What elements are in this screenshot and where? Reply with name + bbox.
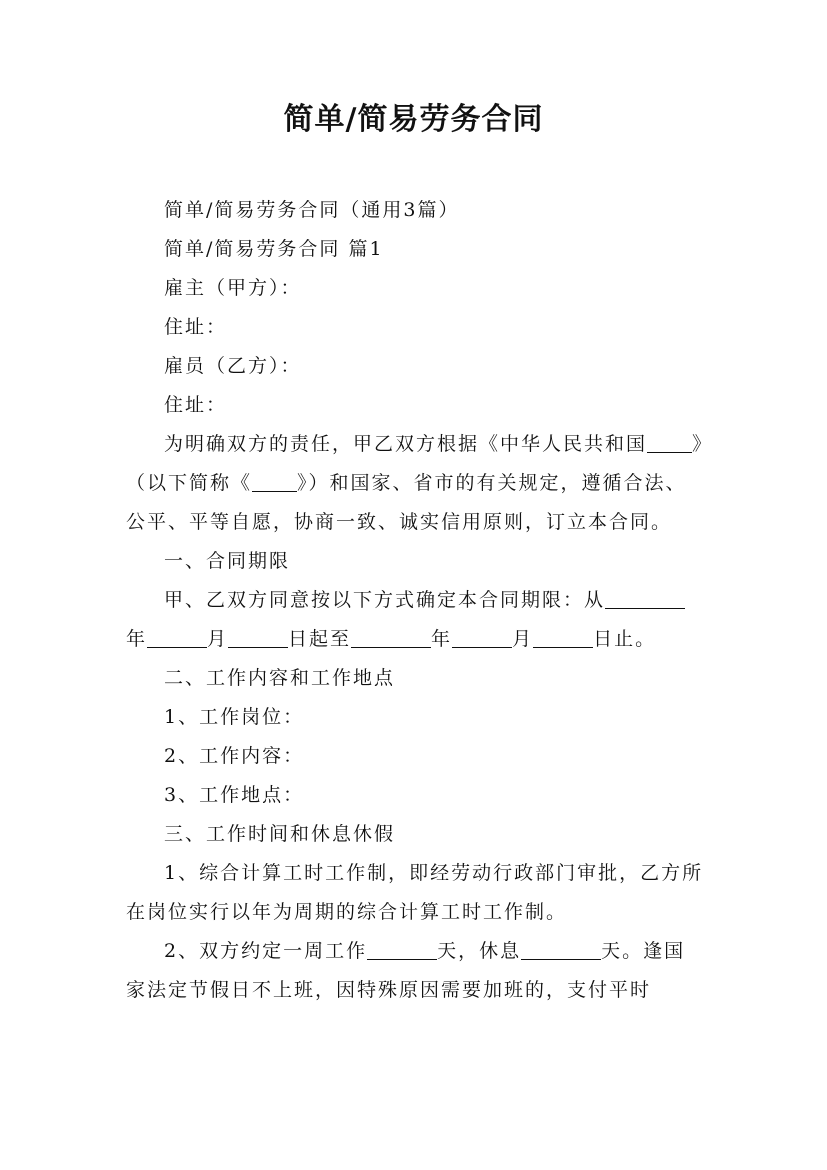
subtitle: 简单/简易劳务合同（通用3篇） [164,199,460,221]
blank-line [533,628,593,648]
blank-line [452,628,512,648]
item-position: 1、工作岗位： [164,706,305,728]
blank-line [647,433,692,453]
intro-text-3: 》）和国家、省市的有关规定，遵循合法、公平、平等自愿，协商一致、诚实信用原则，订立本合同。 [126,472,687,533]
heading-term: 一、合同期限 [164,550,291,572]
item-content: 2、工作内容： [164,745,305,767]
term-from-day: 日起至 [288,628,352,650]
term-month-1: 月 [207,628,229,650]
blank-line [521,940,601,960]
blank-line [367,940,437,960]
document-body [126,191,706,1010]
intro-paragraph [126,425,706,542]
hours-text-1: 2、双方约定一周工作 [164,940,368,962]
term-to-day: 日止。 [593,628,657,650]
heading-work-hours: 三、工作时间和休息休假 [164,823,396,845]
intro-text-1: 为明确双方的责任，甲乙双方根据《中华人民共和国 [164,433,648,455]
term-year-2: 年 [431,628,453,650]
blank-line [228,628,288,648]
term-text-1: 甲、乙双方同意按以下方式确定本合同期限：从 [164,589,606,611]
heading-work-content: 二、工作内容和工作地点 [164,667,396,689]
hours-text-3: 天。逢国家法定节假日不上班，因特殊原因需要加班的，支付平时 [126,940,686,1001]
blank-line [605,589,685,609]
intro-text-2: 》（以下简称《 [126,433,704,494]
blank-line [351,628,431,648]
term-paragraph [126,581,706,659]
employee-address-label: 住址： [164,394,228,416]
item-location: 3、工作地点： [164,784,305,806]
hours-item-1: 1、综合计算工时工作制，即经劳动行政部门审批，乙方所在岗位实行以年为周期的综合计算工时工作制。 [126,862,704,923]
blank-line [147,628,207,648]
term-month-2: 月 [512,628,534,650]
hours-item-2 [126,932,706,1010]
section-title: 简单/简易劳务合同 篇1 [164,238,384,260]
blank-line [252,472,297,492]
employer-label: 雇主（甲方）： [164,277,302,299]
document-title: 简单/简易劳务合同 [283,102,544,137]
employer-address-label: 住址： [164,316,228,338]
hours-text-2: 天，休息 [437,940,522,962]
employee-label: 雇员（乙方）： [164,355,302,377]
term-year-1: 年 [126,628,148,650]
